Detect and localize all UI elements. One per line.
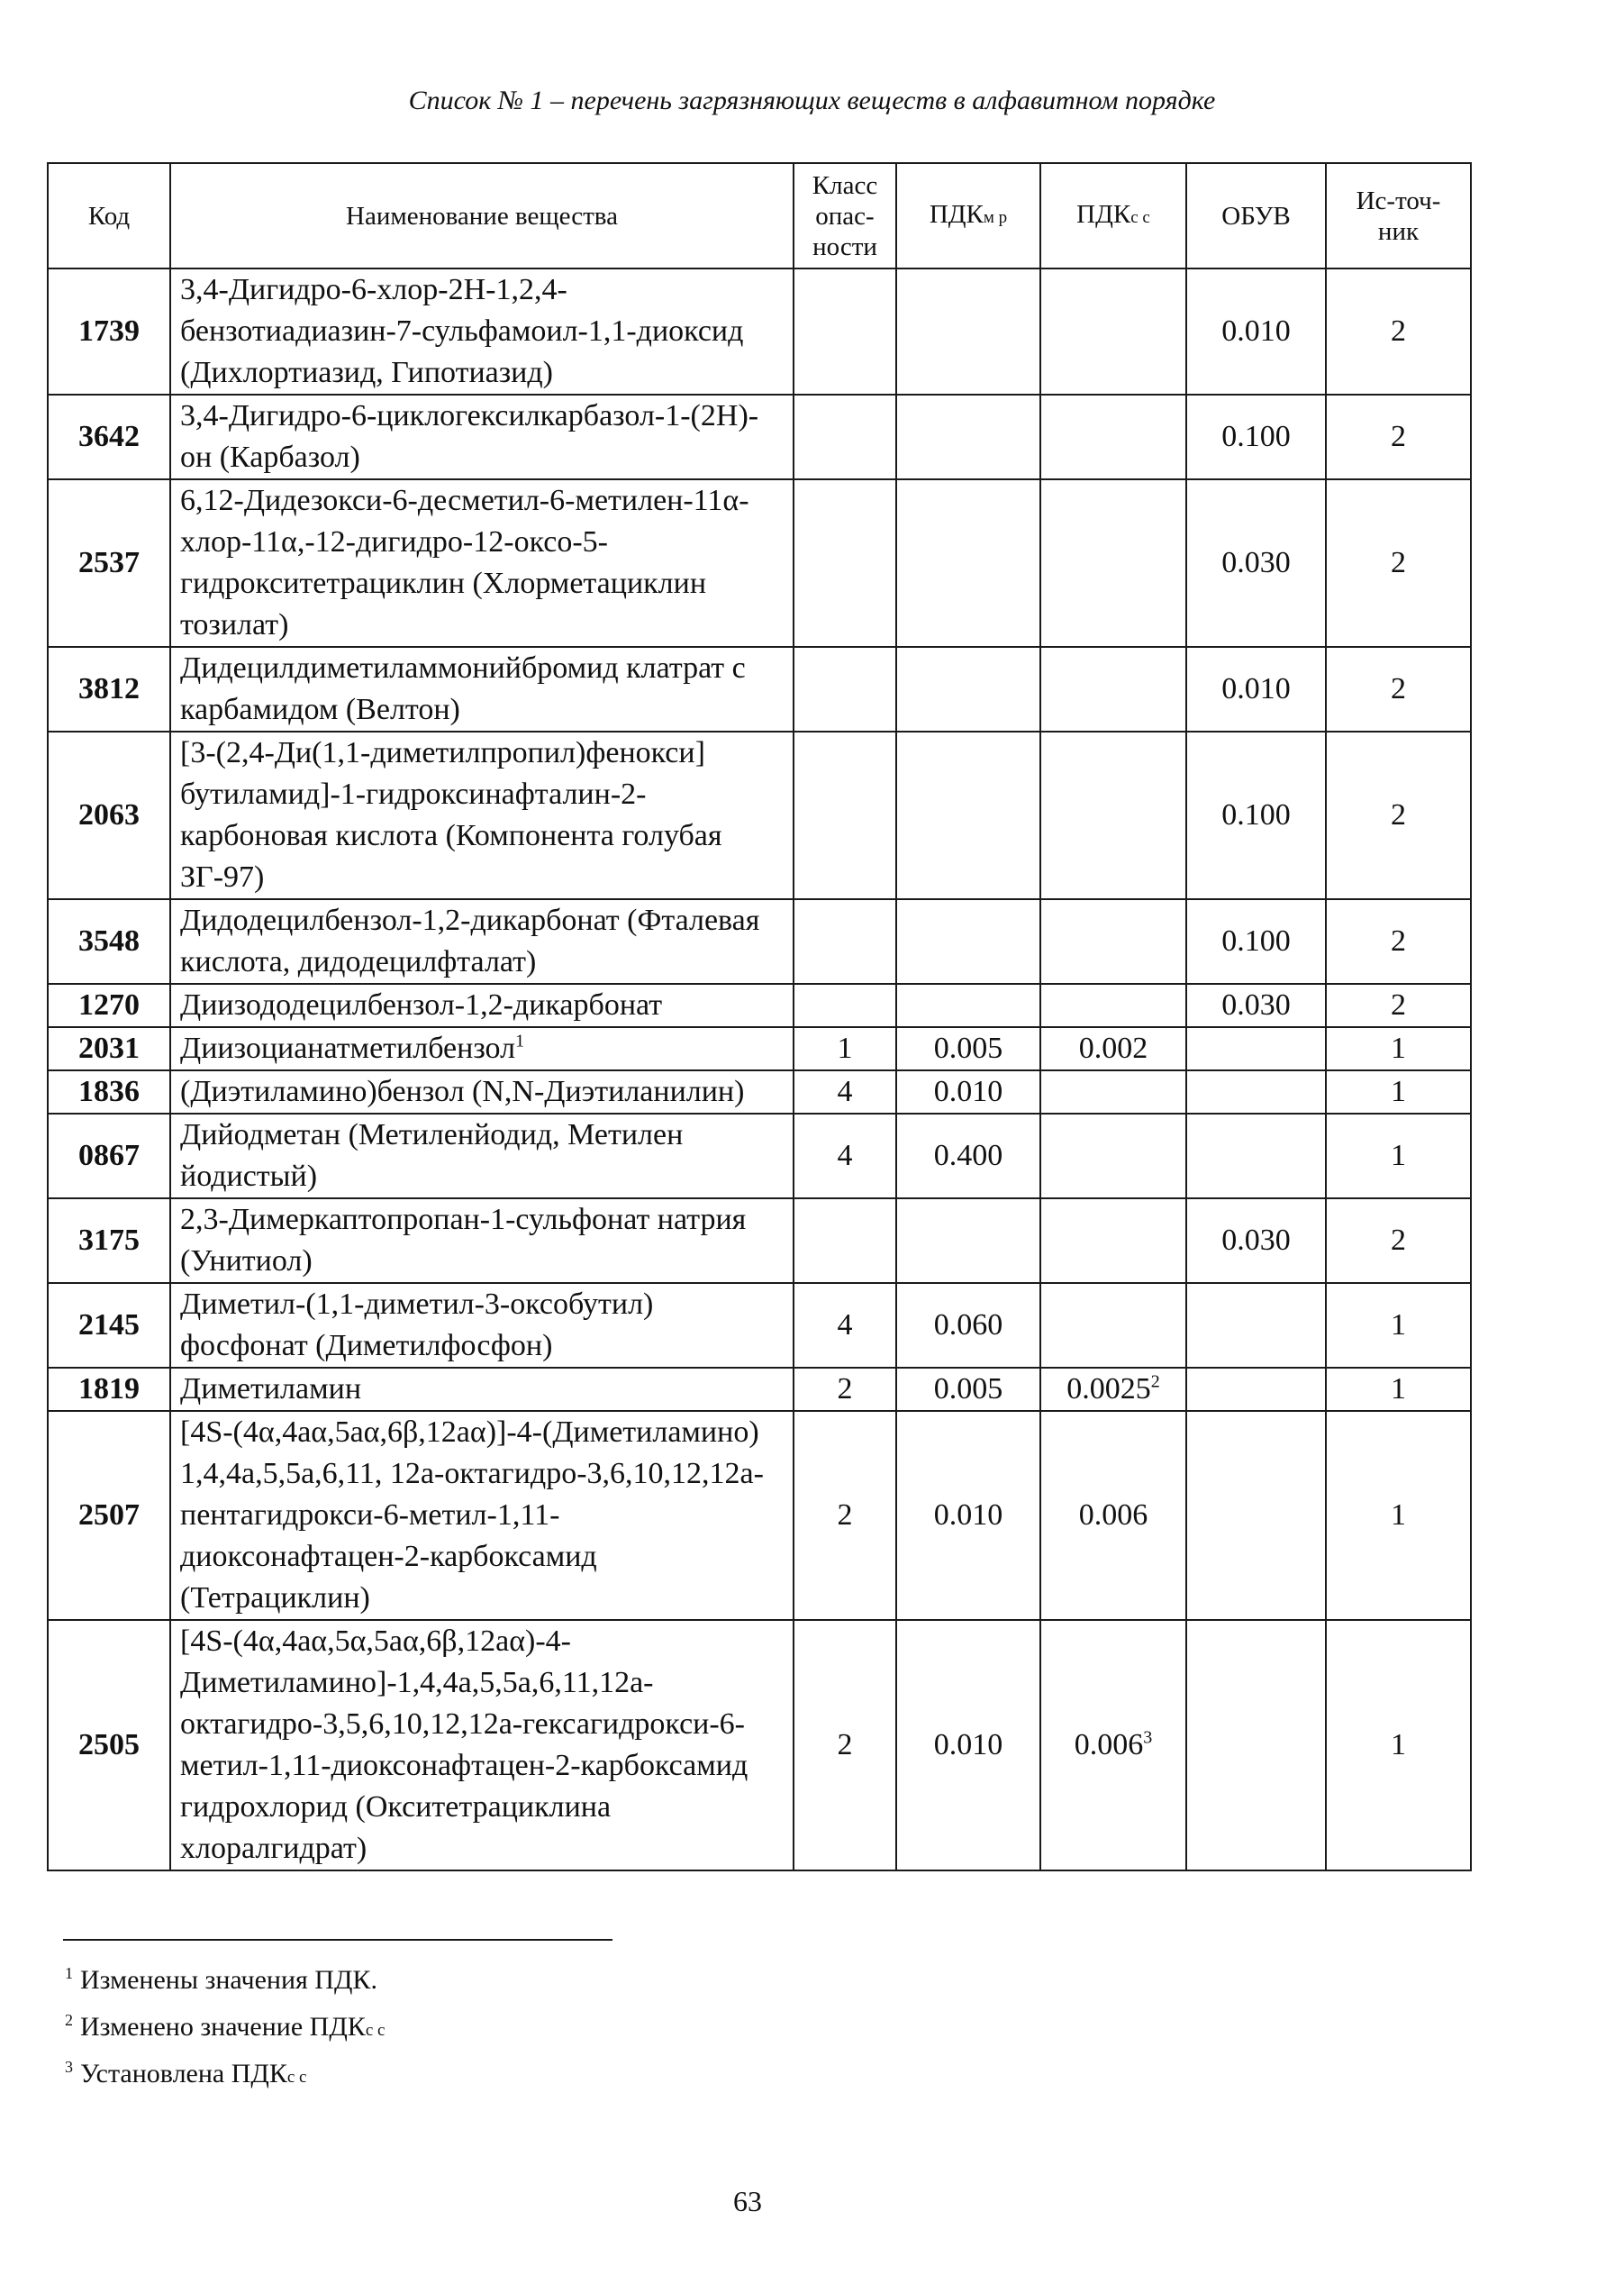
cell-hazard-class: 1 bbox=[794, 1027, 896, 1070]
cell-obuv bbox=[1186, 1620, 1326, 1870]
substance-name: Диметиламин bbox=[180, 1372, 362, 1406]
cell-source: 2 bbox=[1326, 732, 1471, 899]
cell-obuv bbox=[1186, 1027, 1326, 1070]
pdk-ss-value: 0.0025 bbox=[1066, 1372, 1151, 1406]
footnote-text: Установлена ПДК bbox=[80, 2059, 287, 2088]
cell-pdk-ss bbox=[1040, 479, 1186, 647]
substances-table bbox=[47, 162, 1472, 1871]
header-pdk-ss-subscript: с с bbox=[1130, 207, 1150, 227]
substance-name: 2,3-Димеркаптопропан-1-сульфонат натрия (Унитиол) bbox=[180, 1203, 747, 1278]
cell-pdk-mr: 0.400 bbox=[896, 1114, 1040, 1198]
substance-name: 3,4-Дигидро-6-хлор-2Н-1,2,4-бензотиадиазин-7-сульфамоил-1,1-диоксид (Дихлортиазид, Гипотиазид) bbox=[180, 273, 744, 389]
cell-hazard-class: 4 bbox=[794, 1283, 896, 1368]
footnote-subscript: с с bbox=[365, 2021, 386, 2040]
cell-obuv: 0.100 bbox=[1186, 395, 1326, 479]
cell-hazard-class bbox=[794, 899, 896, 984]
header-pdk-mr-subscript: м р bbox=[983, 207, 1008, 227]
cell-name bbox=[170, 647, 794, 732]
table-row bbox=[48, 479, 1471, 647]
header-pdk-mr bbox=[896, 163, 1040, 268]
cell-code: 2063 bbox=[48, 732, 170, 899]
cell-pdk-mr: 0.005 bbox=[896, 1027, 1040, 1070]
cell-source: 1 bbox=[1326, 1114, 1471, 1198]
cell-pdk-mr: 0.060 bbox=[896, 1283, 1040, 1368]
cell-hazard-class bbox=[794, 268, 896, 395]
pdk-ss-value: 0.006 bbox=[1078, 1498, 1148, 1532]
cell-source: 2 bbox=[1326, 395, 1471, 479]
cell-hazard-class bbox=[794, 732, 896, 899]
footnote-subscript: с с bbox=[286, 2068, 307, 2087]
table-body bbox=[48, 268, 1471, 1870]
footnotes bbox=[65, 1955, 385, 2096]
cell-pdk-ss bbox=[1040, 899, 1186, 984]
table-row bbox=[48, 732, 1471, 899]
cell-hazard-class: 4 bbox=[794, 1114, 896, 1198]
cell-pdk-ss bbox=[1040, 1411, 1186, 1620]
header-pdk-ss bbox=[1040, 163, 1186, 268]
cell-name bbox=[170, 395, 794, 479]
pdk-ss-value: 0.006 bbox=[1074, 1728, 1144, 1761]
cell-obuv: 0.030 bbox=[1186, 1198, 1326, 1283]
cell-code: 2507 bbox=[48, 1411, 170, 1620]
cell-obuv: 0.010 bbox=[1186, 268, 1326, 395]
cell-hazard-class: 2 bbox=[794, 1620, 896, 1870]
cell-hazard-class bbox=[794, 984, 896, 1027]
cell-pdk-ss bbox=[1040, 984, 1186, 1027]
table-header-row bbox=[48, 163, 1471, 268]
cell-name bbox=[170, 1027, 794, 1070]
substance-name: Дидодецилбензол-1,2-дикарбонат (Фталевая кислота, дидодецилфталат) bbox=[180, 904, 760, 978]
substance-name: Диизододецилбензол-1,2-дикарбонат bbox=[180, 988, 663, 1022]
pdk-ss-footnote-mark: 3 bbox=[1143, 1727, 1153, 1748]
substance-name: [4S-(4α,4aα,5α,5aα,6β,12aα)-4-Диметиламино]-1,4,4a,5,5a,6,11,12a-октагидро-3,5,6,10,12,12a-гексагидрокси-6-метил-1,11-диоксонафтацен-2-карбоксамид гидрохлорид (Окситетрациклина хлоралгидрат) bbox=[180, 1624, 748, 1865]
cell-hazard-class: 2 bbox=[794, 1368, 896, 1411]
name-footnote-mark: 1 bbox=[515, 1031, 525, 1051]
cell-source: 1 bbox=[1326, 1027, 1471, 1070]
cell-pdk-ss bbox=[1040, 268, 1186, 395]
cell-source: 1 bbox=[1326, 1411, 1471, 1620]
cell-hazard-class: 4 bbox=[794, 1070, 896, 1114]
table-row bbox=[48, 899, 1471, 984]
cell-name bbox=[170, 479, 794, 647]
cell-name bbox=[170, 1198, 794, 1283]
cell-name bbox=[170, 268, 794, 395]
substance-name: (Диэтиламино)бензол (N,N-Диэтиланилин) bbox=[180, 1075, 745, 1108]
cell-name bbox=[170, 1114, 794, 1198]
cell-source: 1 bbox=[1326, 1070, 1471, 1114]
cell-code: 0867 bbox=[48, 1114, 170, 1198]
cell-code: 1739 bbox=[48, 268, 170, 395]
cell-code: 3175 bbox=[48, 1198, 170, 1283]
cell-name bbox=[170, 1070, 794, 1114]
footnote-item bbox=[65, 1955, 385, 2002]
cell-name bbox=[170, 984, 794, 1027]
cell-source: 2 bbox=[1326, 984, 1471, 1027]
cell-code: 3812 bbox=[48, 647, 170, 732]
page-title: Список № 1 – перечень загрязняющих веществ в алфавитном порядке bbox=[408, 86, 1216, 115]
cell-obuv: 0.100 bbox=[1186, 899, 1326, 984]
substance-name: [3-(2,4-Ди(1,1-диметилпропил)фенокси] бутиламид]-1-гидроксинафталин-2-карбоновая кислота (Компонента голубая ЗГ-97) bbox=[180, 736, 722, 894]
cell-hazard-class: 2 bbox=[794, 1411, 896, 1620]
cell-code: 3642 bbox=[48, 395, 170, 479]
cell-pdk-mr bbox=[896, 1198, 1040, 1283]
cell-code: 1836 bbox=[48, 1070, 170, 1114]
cell-obuv bbox=[1186, 1368, 1326, 1411]
footnote-text: Изменены значения ПДК. bbox=[80, 1965, 377, 1995]
cell-hazard-class bbox=[794, 647, 896, 732]
pdk-ss-footnote-mark: 2 bbox=[1150, 1371, 1160, 1392]
cell-code: 2537 bbox=[48, 479, 170, 647]
table-row bbox=[48, 1411, 1471, 1620]
footnote-item bbox=[65, 2002, 385, 2049]
substance-name: Дидецилдиметиламмонийбромид клатрат с карбамидом (Велтон) bbox=[180, 651, 746, 726]
cell-pdk-ss bbox=[1040, 1114, 1186, 1198]
header-name: Наименование вещества bbox=[170, 163, 794, 268]
table-row bbox=[48, 1114, 1471, 1198]
cell-pdk-ss bbox=[1040, 647, 1186, 732]
cell-pdk-mr bbox=[896, 647, 1040, 732]
cell-hazard-class bbox=[794, 479, 896, 647]
page-number: 63 bbox=[733, 2185, 762, 2217]
cell-code: 1270 bbox=[48, 984, 170, 1027]
footnote-item bbox=[65, 2049, 385, 2096]
cell-code: 1819 bbox=[48, 1368, 170, 1411]
cell-pdk-ss bbox=[1040, 1198, 1186, 1283]
footnote-mark: 2 bbox=[65, 2011, 73, 2029]
substance-name: Дийодметан (Метиленйодид, Метилен йодистый) bbox=[180, 1118, 684, 1193]
cell-pdk-ss bbox=[1040, 1070, 1186, 1114]
cell-source: 1 bbox=[1326, 1368, 1471, 1411]
cell-hazard-class bbox=[794, 1198, 896, 1283]
cell-source: 2 bbox=[1326, 268, 1471, 395]
cell-obuv bbox=[1186, 1114, 1326, 1198]
cell-pdk-ss bbox=[1040, 1620, 1186, 1870]
cell-obuv: 0.030 bbox=[1186, 479, 1326, 647]
table-row bbox=[48, 1198, 1471, 1283]
cell-obuv: 0.100 bbox=[1186, 732, 1326, 899]
cell-name bbox=[170, 1411, 794, 1620]
footnote-separator bbox=[63, 1939, 612, 1941]
cell-code: 2031 bbox=[48, 1027, 170, 1070]
cell-source: 1 bbox=[1326, 1620, 1471, 1870]
table-row bbox=[48, 647, 1471, 732]
header-obuv: ОБУВ bbox=[1186, 163, 1326, 268]
substance-name: [4S-(4α,4aα,5aα,6β,12aα)]-4-(Диметиламино) 1,4,4a,5,5a,6,11, 12a-октагидро-3,6,10,12,12a-пентагидрокси-6-метил-1,11-диоксонафтацен-2-карбоксамид (Тетрациклин) bbox=[180, 1415, 764, 1615]
footnote-mark: 3 bbox=[65, 2058, 73, 2076]
table-row bbox=[48, 984, 1471, 1027]
cell-hazard-class bbox=[794, 395, 896, 479]
cell-pdk-mr bbox=[896, 899, 1040, 984]
header-code: Код bbox=[48, 163, 170, 268]
header-pdk-mr-label: ПДК bbox=[929, 199, 984, 229]
cell-pdk-ss bbox=[1040, 395, 1186, 479]
cell-name bbox=[170, 1283, 794, 1368]
cell-name bbox=[170, 1620, 794, 1870]
table-row bbox=[48, 268, 1471, 395]
cell-obuv: 0.010 bbox=[1186, 647, 1326, 732]
cell-obuv bbox=[1186, 1283, 1326, 1368]
cell-pdk-mr: 0.010 bbox=[896, 1070, 1040, 1114]
substance-name: 6,12-Дидезокси-6-десметил-6-метилен-11α-хлор-11α,-12-дигидро-12-оксо-5-гидрокситетрациклин (Хлорметациклин тозилат) bbox=[180, 484, 749, 642]
cell-obuv bbox=[1186, 1411, 1326, 1620]
table-row bbox=[48, 1027, 1471, 1070]
cell-pdk-mr: 0.010 bbox=[896, 1411, 1040, 1620]
header-pdk-ss-label: ПДК bbox=[1076, 199, 1131, 229]
substance-name: Диметил-(1,1-диметил-3-оксобутил) фосфонат (Диметилфосфон) bbox=[180, 1288, 654, 1362]
cell-pdk-ss bbox=[1040, 1283, 1186, 1368]
cell-pdk-ss bbox=[1040, 1368, 1186, 1411]
cell-pdk-mr bbox=[896, 395, 1040, 479]
footnote-mark: 1 bbox=[65, 1964, 73, 1982]
pdk-ss-value: 0.002 bbox=[1078, 1032, 1148, 1065]
cell-pdk-mr: 0.010 bbox=[896, 1620, 1040, 1870]
header-source: Ис-точ-ник bbox=[1326, 163, 1471, 268]
table-row bbox=[48, 1283, 1471, 1368]
cell-source: 2 bbox=[1326, 899, 1471, 984]
cell-obuv bbox=[1186, 1070, 1326, 1114]
cell-code: 2145 bbox=[48, 1283, 170, 1368]
cell-source: 2 bbox=[1326, 1198, 1471, 1283]
table-row bbox=[48, 1620, 1471, 1870]
cell-name bbox=[170, 899, 794, 984]
cell-source: 2 bbox=[1326, 479, 1471, 647]
substance-name: Диизоцианатметилбензол bbox=[180, 1032, 516, 1065]
cell-name bbox=[170, 732, 794, 899]
cell-pdk-mr bbox=[896, 479, 1040, 647]
cell-obuv: 0.030 bbox=[1186, 984, 1326, 1027]
cell-pdk-mr bbox=[896, 268, 1040, 395]
cell-code: 2505 bbox=[48, 1620, 170, 1870]
table-row bbox=[48, 1070, 1471, 1114]
table-row bbox=[48, 395, 1471, 479]
cell-pdk-ss bbox=[1040, 1027, 1186, 1070]
cell-pdk-mr bbox=[896, 732, 1040, 899]
cell-source: 1 bbox=[1326, 1283, 1471, 1368]
cell-pdk-mr bbox=[896, 984, 1040, 1027]
cell-name bbox=[170, 1368, 794, 1411]
cell-pdk-mr: 0.005 bbox=[896, 1368, 1040, 1411]
substance-name: 3,4-Дигидро-6-циклогексилкарбазол-1-(2Н)-он (Карбазол) bbox=[180, 399, 759, 474]
footnote-text: Изменено значение ПДК bbox=[80, 2012, 366, 2042]
cell-code: 3548 bbox=[48, 899, 170, 984]
header-hazard-class: Класс опас-ности bbox=[794, 163, 896, 268]
cell-source: 2 bbox=[1326, 647, 1471, 732]
table-row bbox=[48, 1368, 1471, 1411]
cell-pdk-ss bbox=[1040, 732, 1186, 899]
